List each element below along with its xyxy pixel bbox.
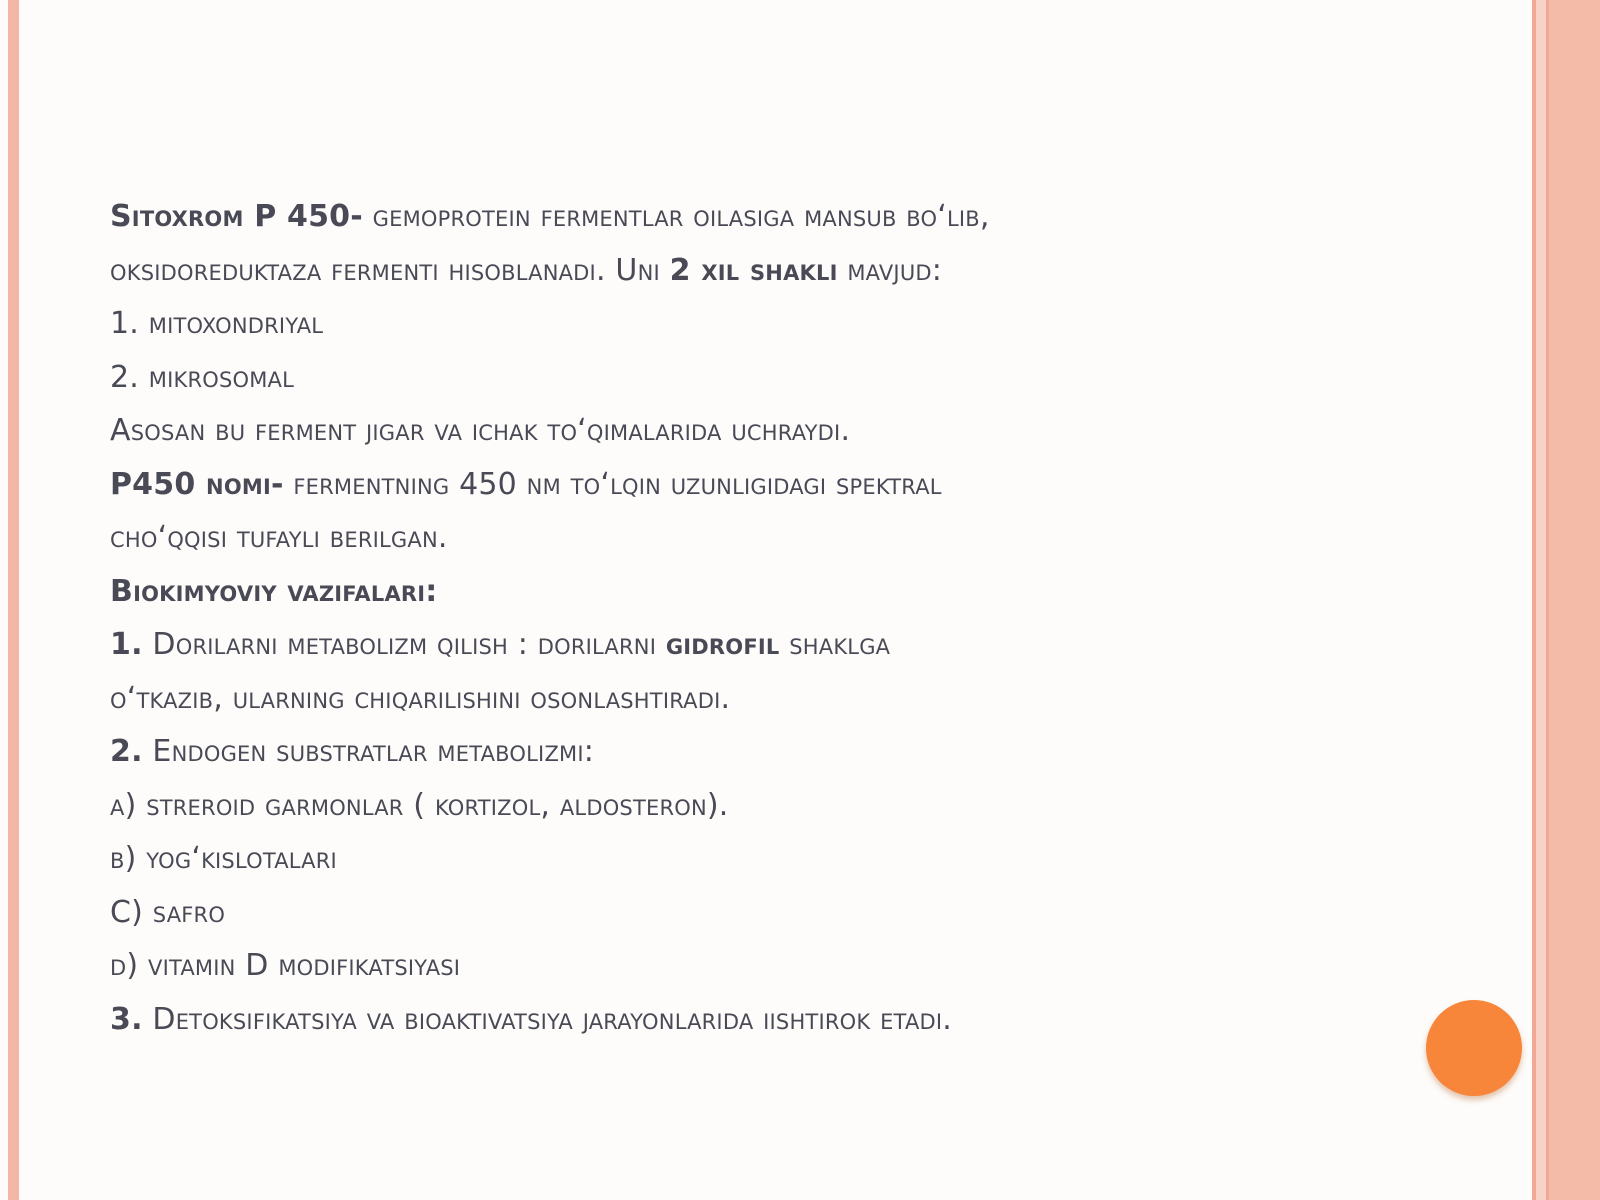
text-segment: Sitoxrom P 450- [110, 199, 363, 234]
text-line [110, 618, 1510, 672]
text-line [110, 832, 1510, 886]
text-segment: a) streroid garmonlar ( kortizol, aldosteron). [110, 787, 729, 823]
text-line [110, 297, 1510, 351]
decorative-orange-circle [1426, 1000, 1522, 1096]
text-line [110, 190, 1510, 244]
text-segment: b) yog‘kislotalari [110, 841, 337, 876]
text-segment: P450 nomi- [110, 466, 284, 502]
text-segment: gidrofil [665, 627, 780, 662]
text-segment: Endogen substratlar metabolizmi: [142, 734, 595, 769]
text-segment: shaklga [779, 627, 891, 662]
text-segment: 1. [110, 627, 143, 662]
text-segment: cho‘qqisi tufayli berilgan. [110, 520, 448, 555]
text-segment: 2 xil shakli [669, 252, 838, 288]
text-line [110, 565, 1510, 619]
text-segment: 1. mitoxondriyal [110, 306, 324, 341]
text-segment: 3. [110, 1001, 143, 1037]
text-line [110, 404, 1510, 458]
text-segment: Biokimyoviy vazifalari: [110, 573, 438, 609]
text-segment: 2. [110, 734, 143, 769]
left-accent-bar [8, 0, 19, 1200]
text-line [110, 725, 1510, 779]
text-segment: d) vitamin D modifikatsiyasi [110, 948, 461, 983]
text-line [110, 511, 1510, 565]
text-segment: Dorilarni metabolizm qilish : dorilarni [142, 627, 666, 662]
text-line [110, 351, 1510, 405]
text-line [110, 779, 1510, 833]
slide-body-text [110, 190, 1510, 1046]
text-segment: o‘tkazib, ularning chiqarilishini osonlashtiradi. [110, 680, 731, 716]
text-line [110, 939, 1510, 993]
text-line [110, 993, 1510, 1047]
text-segment: mavjud: [837, 252, 943, 288]
text-segment: 2. mikrosomal [110, 359, 295, 395]
text-segment: Detoksifikatsiya va bioaktivatsiya jarayonlarida iishtirok etadi. [142, 1001, 953, 1037]
right-border-panel [1549, 0, 1600, 1200]
text-segment: C) safro [110, 894, 226, 930]
text-segment: fermentning 450 nm to‘lqin uzunligidagi spektral [283, 466, 942, 502]
text-segment: gemoprotein fermentlar oilasiga mansub bo‘lib, [362, 199, 990, 234]
text-line [110, 886, 1510, 940]
text-line [110, 672, 1510, 726]
text-segment: Asosan bu ferment jigar va ichak to‘qimalarida uchraydi. [110, 413, 851, 448]
text-line [110, 458, 1510, 512]
text-line [110, 244, 1510, 298]
right-border-stripe [1536, 0, 1546, 1200]
text-segment: oksidoreduktaza fermenti hisoblanadi. Uni [110, 252, 670, 288]
